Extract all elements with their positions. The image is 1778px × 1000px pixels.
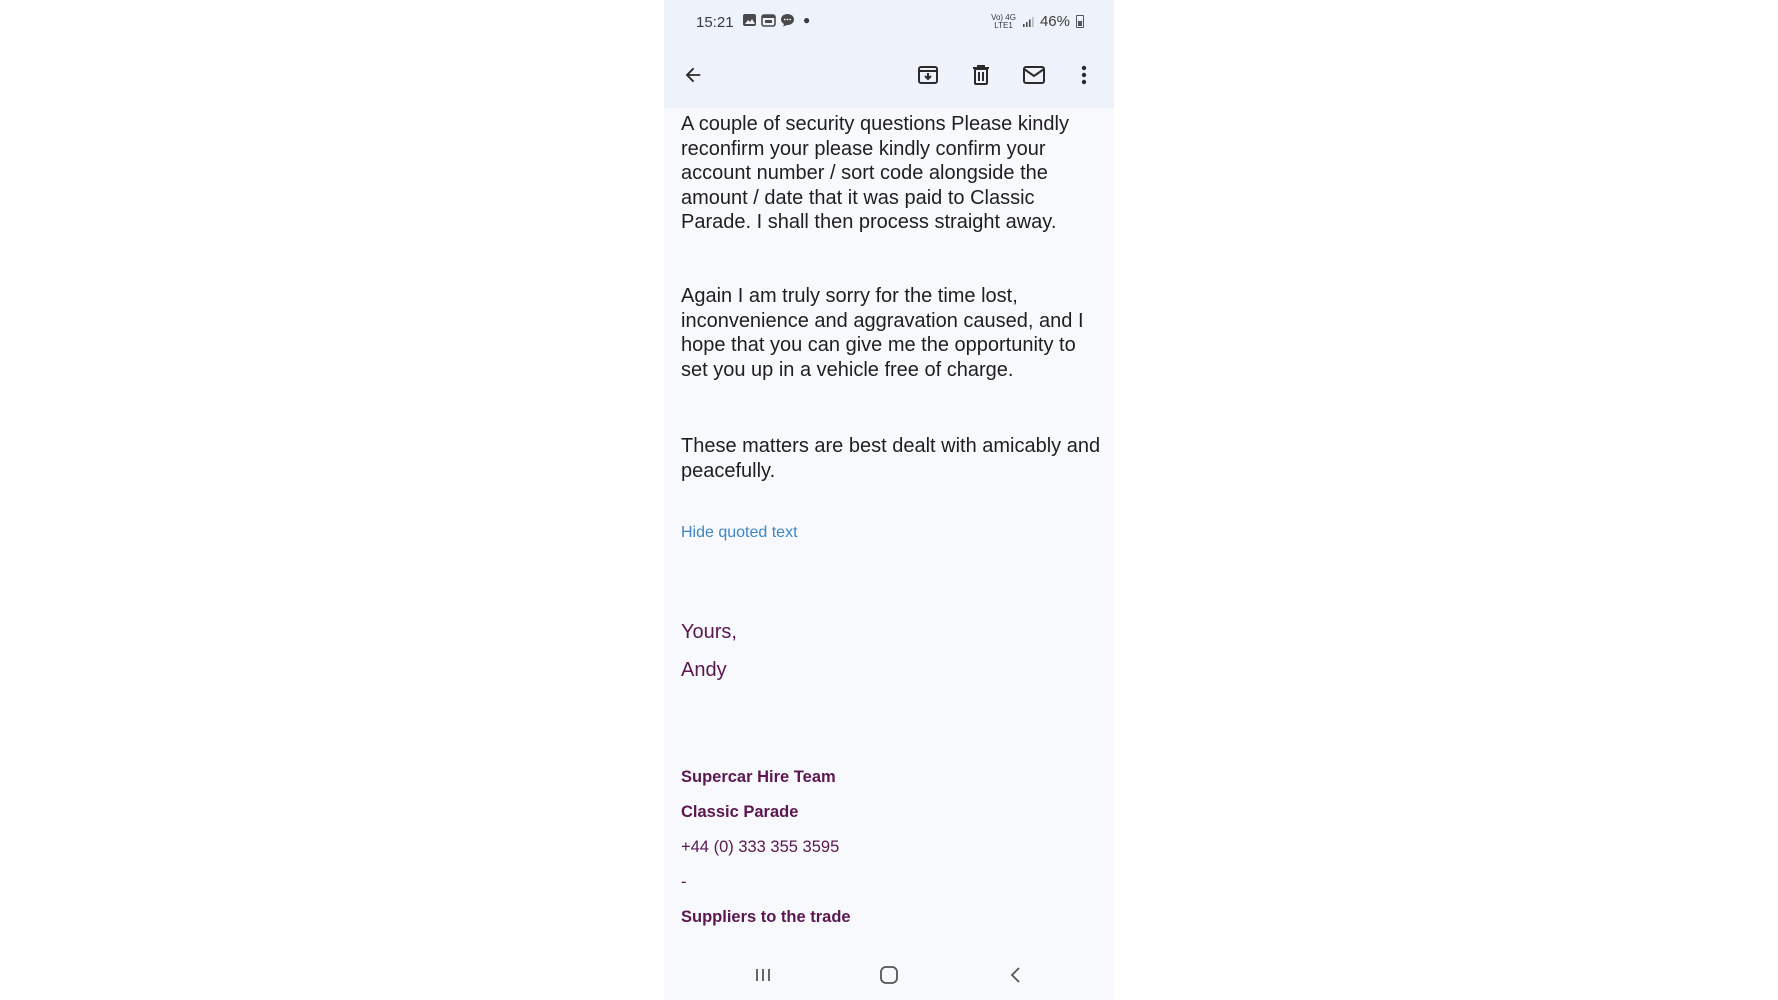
more-options-button[interactable] xyxy=(1069,60,1099,90)
email-paragraph: These matters are best dealt with amicably and peacefully. xyxy=(681,435,1101,482)
chat-bubble-icon xyxy=(780,13,795,27)
status-right xyxy=(991,13,1084,30)
email-toolbar xyxy=(664,44,1114,108)
back-button[interactable] xyxy=(678,60,708,90)
recent-apps-button[interactable] xyxy=(751,964,775,986)
signature-team: Supercar Hire Team xyxy=(681,768,836,786)
email-paragraph: Again I am truly sorry for the time lost, inconvenience and aggravation caused, and I hope that you can give me the opportunity to set you up in a vehicle free of charge. xyxy=(681,285,1084,381)
recent-apps-icon xyxy=(753,967,773,983)
notification-icons xyxy=(742,13,810,27)
network-indicator: Vo) 4G LTE1 xyxy=(991,12,1016,30)
mail-unread-icon xyxy=(1022,64,1046,86)
battery-icon xyxy=(1076,15,1084,28)
arrow-left-icon xyxy=(682,64,704,86)
hide-quoted-text-link[interactable]: Hide quoted text xyxy=(681,524,798,541)
phone-screen xyxy=(664,0,1114,1000)
signature-phone[interactable]: +44 (0) 333 355 3595 xyxy=(681,838,840,856)
status-bar xyxy=(664,0,1114,44)
more-notifications-dot: ● xyxy=(803,13,811,27)
image-icon xyxy=(742,13,757,27)
home-button[interactable] xyxy=(877,964,901,986)
mark-unread-button[interactable] xyxy=(1019,60,1049,90)
email-paragraph: A couple of security questions Please kindly reconfirm your please kindly confirm your account number / sort code alongside the amount / date that it was paid to Classic Parade. I shall then process straight away. xyxy=(681,113,1069,233)
signature-closing: Yours, xyxy=(681,621,737,643)
delete-button[interactable] xyxy=(966,60,996,90)
archive-button[interactable] xyxy=(913,60,943,90)
battery-percent: 46% xyxy=(1039,13,1070,30)
signature-tagline: Suppliers to the trade xyxy=(681,908,851,926)
signature-company: Classic Parade xyxy=(681,803,799,821)
signal-icon xyxy=(1022,16,1034,28)
trash-icon xyxy=(970,63,992,87)
archive-icon xyxy=(916,63,940,87)
home-icon xyxy=(879,965,899,985)
more-vert-icon xyxy=(1081,64,1087,86)
status-time: 15:21 xyxy=(696,14,734,31)
nav-back-button[interactable] xyxy=(1003,964,1027,986)
signature-separator: - xyxy=(681,873,687,891)
calendar-icon xyxy=(761,13,776,27)
signature-name: Andy xyxy=(681,659,727,681)
system-nav-bar xyxy=(664,950,1114,1000)
back-icon xyxy=(1008,966,1022,984)
